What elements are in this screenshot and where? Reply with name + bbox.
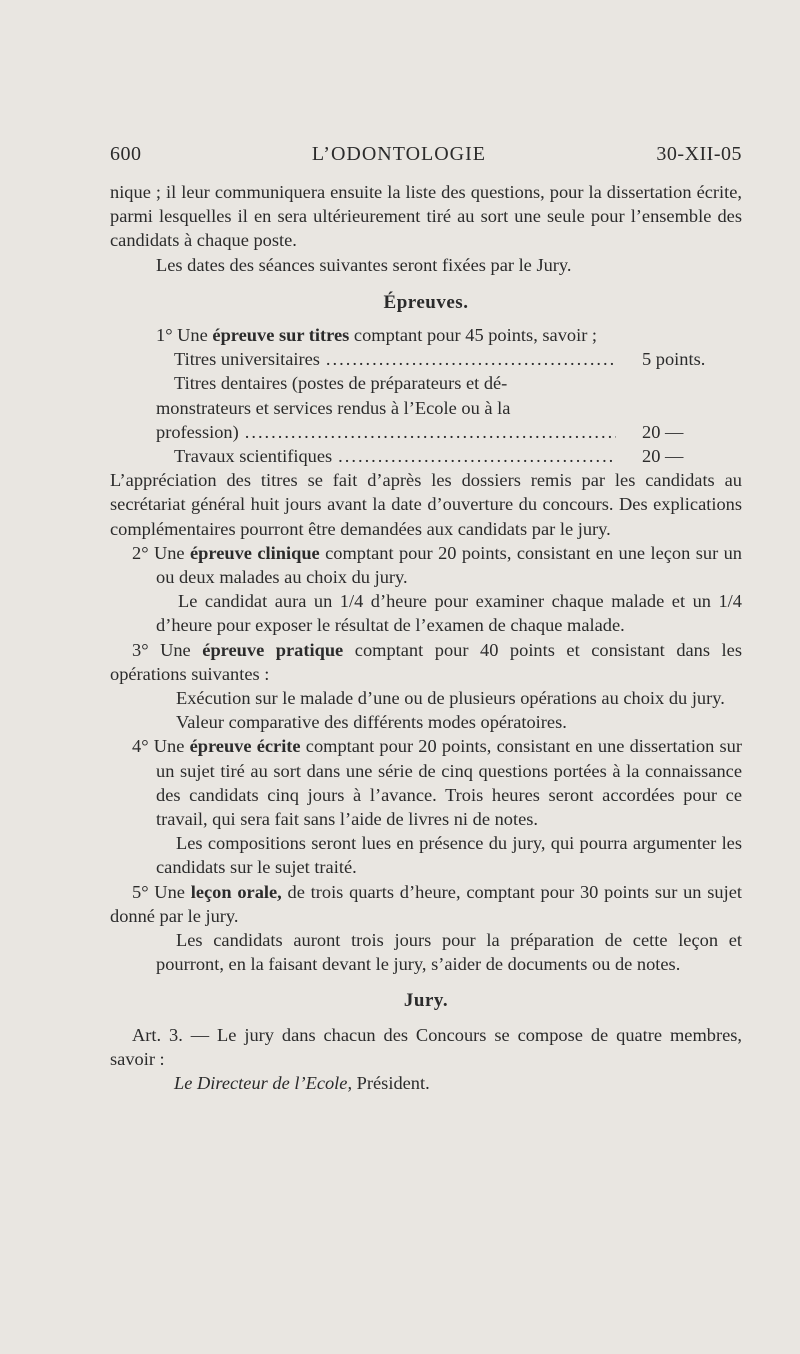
sessions-paragraph: Les dates des séances suivantes seront fixées par le Jury. [156, 254, 572, 275]
epreuve-1-title: épreuve sur titres [212, 325, 350, 346]
epreuve-1 [110, 323, 742, 347]
titres-item-2-line2: monstrateurs et services rendus à l’Ecole ou à la [156, 397, 511, 418]
epreuve-5-text: de trois quarts d’heure, comptant pour 30 points sur un sujet donné par le jury. [110, 881, 742, 926]
epreuve-1-num: 1° Une [156, 325, 208, 346]
article-3: Art. 3. — Le jury dans chacun des Concours se compose de quatre membres, savoir : [110, 1024, 742, 1069]
epreuve-3 [110, 638, 742, 686]
issue-date: 30-XII-05 [656, 143, 742, 165]
jury-president [110, 1071, 742, 1095]
titres-item-1-value: 5 points. [642, 349, 706, 370]
epreuve-4-num: 4° Une [132, 736, 185, 757]
epreuve-5-num: 5° Une [132, 881, 185, 902]
titres-item-3-value: 20 — [642, 446, 684, 467]
epreuve-4-paragraph: Les compositions seront lues en présence du jury, qui pourra argumenter les candidats sur le sujet traité. [156, 833, 742, 878]
epreuve-4-title: épreuve écrite [189, 736, 301, 757]
epreuve-3-num: 3° Une [132, 639, 191, 660]
titres-item-3-label: Travaux scientifiques [174, 446, 333, 467]
titres-item-2 [110, 420, 742, 444]
leader-dots [338, 444, 616, 468]
titres-item-1-label: Titres universitaires [174, 349, 320, 370]
epreuve-3-paragraph-1: Exécution sur le malade d’une ou de plusieurs opérations au choix du jury. [176, 688, 725, 709]
epreuve-4 [110, 734, 742, 831]
section-heading-epreuves: Épreuves. [383, 291, 469, 313]
titres-item-2-value: 20 — [642, 421, 684, 442]
epreuve-5 [110, 880, 742, 928]
epreuve-2-paragraph: Le candidat aura un 1/4 d’heure pour examiner chaque malade et un 1/4 d’heure pour exposer le résultat de l’examen de chaque malade. [156, 591, 742, 636]
page-body [110, 180, 742, 1095]
epreuve-4-text: comptant pour 20 points, consistant en une dissertation sur un sujet tiré au sort dans une série de cinq questions portées à la connaissance des candidats cinq jours à l’avance. Trois heures seront accordées pour ce travail, qui sera fait sans l’aide de livres ni de notes. [156, 736, 743, 830]
leader-dots [326, 347, 616, 371]
intro-paragraph: nique ; il leur communiquera ensuite la liste des questions, pour la dissertation écrite, parmi lesquelles il en sera ultérieurement tiré au sort une seule pour l’ensemble des candidats à chaque poste. [110, 182, 742, 251]
epreuve-3-paragraph-2: Valeur comparative des différents modes opératoires. [176, 712, 567, 733]
epreuve-2-title: épreuve clinique [190, 542, 320, 563]
section-heading-jury: Jury. [403, 989, 449, 1011]
epreuve-3-title: épreuve pratique [202, 639, 344, 660]
epreuve-2 [110, 541, 742, 589]
titres-note: L’appréciation des titres se fait d’après les dossiers remis par les candidats au secrétariat général huit jours avant la date d’ouverture du concours. Des explications complémentaires pourront être demandées aux candidats par le jury. [110, 470, 742, 539]
titres-item-2-label: profession) [156, 421, 239, 442]
titres-item-1 [110, 347, 742, 371]
page-number: 600 [110, 143, 142, 165]
epreuve-2-num: 2° Une [132, 542, 185, 563]
epreuve-5-title: leçon orale, [190, 881, 282, 902]
president-role: Le Directeur de l’Ecole, [174, 1073, 353, 1094]
epreuve-1-text: comptant pour 45 points, savoir ; [353, 325, 598, 346]
leader-dots [245, 420, 616, 444]
titres-item-2-line1: Titres dentaires (postes de préparateurs et dé- [174, 373, 508, 394]
epreuve-3-text: comptant pour 40 points et consistant dans les opérations suivantes : [110, 639, 742, 684]
journal-title: L’ODONTOLOGIE [311, 143, 486, 165]
president-title: Président. [356, 1073, 430, 1094]
titres-item-3 [110, 444, 742, 468]
epreuve-5-paragraph: Les candidats auront trois jours pour la préparation de cette leçon et pourront, en la faisant devant le jury, s’aider de documents ou de notes. [156, 930, 742, 975]
epreuve-2-text: comptant pour 20 points, consistant en une leçon sur un ou deux malades au choix du jury. [156, 542, 742, 588]
running-header [110, 143, 742, 166]
